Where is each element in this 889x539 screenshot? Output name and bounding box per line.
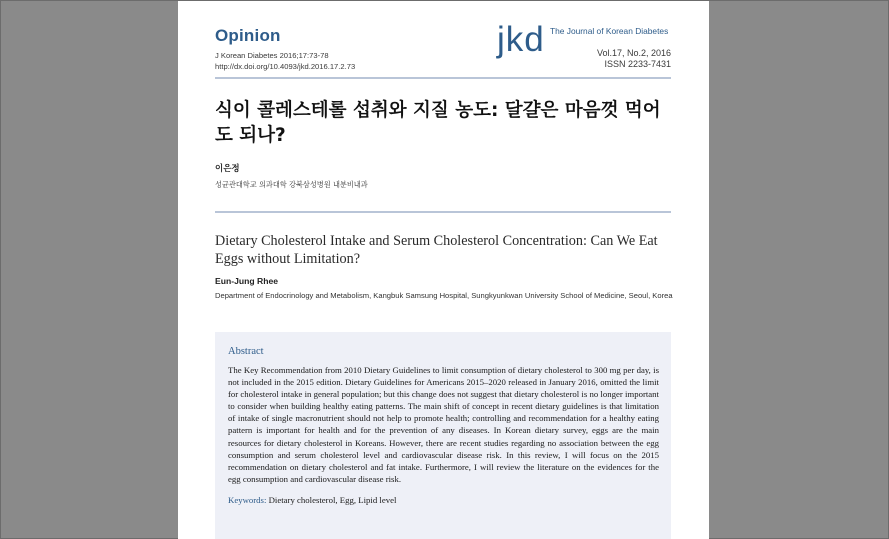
citation-block <box>215 50 355 72</box>
volume-info <box>597 48 671 70</box>
title-divider <box>215 211 671 213</box>
abstract-heading: Abstract <box>228 346 264 357</box>
citation: J Korean Diabetes 2016;17:73-78 <box>215 51 329 60</box>
korean-affiliation: 성균관대학교 의과대학 강북삼성병원 내분비내과 <box>215 180 368 189</box>
section-label: Opinion <box>215 26 281 45</box>
keywords-value: Dietary cholesterol, Egg, Lipid level <box>268 494 397 505</box>
english-title: Dietary Cholesterol Intake and Serum Cholesterol Concentration: Can We Eat Eggs without Limitation? <box>215 233 658 267</box>
english-author: Eun-Jung Rhee <box>215 276 279 286</box>
header-divider <box>215 77 671 79</box>
english-affiliation: Department of Endocrinology and Metabolism, Kangbuk Samsung Hospital, Sungkyunkwan University School of Medicine, Seoul, Korea <box>215 291 673 300</box>
korean-title: 식이 콜레스테롤 섭취와 지질 농도: 달걀은 마음껏 먹어도 되나? <box>215 100 661 146</box>
journal-logo: jkd <box>497 20 545 59</box>
doi-link[interactable]: http://dx.doi.org/10.4093/jkd.2016.17.2.73 <box>215 62 356 71</box>
keywords-label: Keywords: <box>228 494 267 505</box>
journal-name: The Journal of Korean Diabetes <box>550 26 669 36</box>
korean-author: 이은정 <box>215 164 240 174</box>
paper-page <box>178 1 709 539</box>
abstract-text: The Key Recommendation from 2010 Dietary Guidelines to limit consumption of dietary cholesterol to 300 mg per day, is not included in the 2015 edition. Dietary Guidelines for Americans 2015–2020 released in January 2016, omitted the limit for cholesterol intake in general population; but this change does not suggest that dietary cholesterol is no longer important to consider when building healthy eating patterns. The main shift of concept in recent dietary guidelines is that limitation of intake of single macronutrient should not help to promote health; controlling and recommendation for a healthy eating pattern is important for health and for the prevention of any diseases. In Korean dietary survey, eggs are the main resources for dietary cholesterol in Koreans. However, there are recent studies regarding no association between the egg consumption and serum cholesterol level and cardiovascular disease risk. In this review, I will focus on the 2015 recommendation on dietary cholesterol and fat intake. Furthermore, I will review the literature on the evidences for the egg consumption and cardiovascular disease risk. <box>228 365 659 484</box>
volume: Vol.17, No.2, 2016 <box>596 48 671 58</box>
abstract-box <box>215 332 671 539</box>
keywords <box>228 495 659 505</box>
issn: ISSN 2233-7431 <box>604 59 671 69</box>
